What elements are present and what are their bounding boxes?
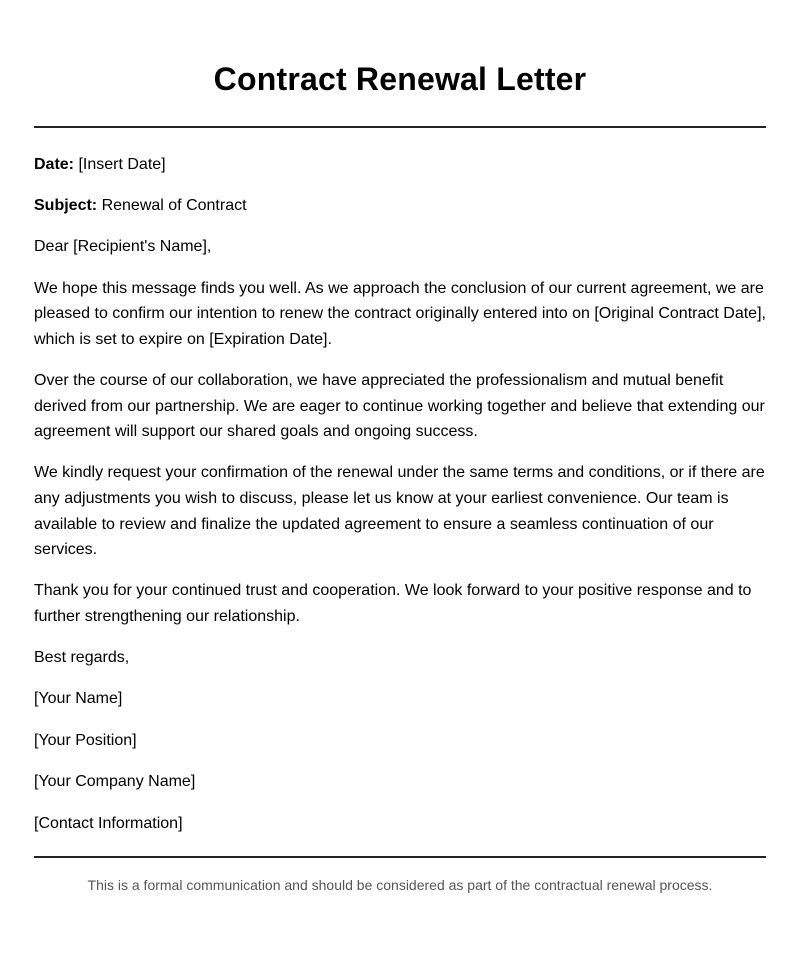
- subject-value: Renewal of Contract: [101, 197, 247, 215]
- signature-company: [Your Company Name]: [34, 773, 196, 791]
- letter-title: Contract Renewal Letter: [213, 61, 587, 97]
- paragraph-thanks: Thank you for your continued trust and cooperation. We look forward to your positive response and to further strengthening our relationship.: [34, 582, 752, 625]
- footer-divider: [34, 856, 766, 858]
- date-label: Date:: [34, 156, 75, 173]
- header-divider: [34, 126, 766, 128]
- closing: Best regards,: [34, 649, 130, 667]
- subject-line: [34, 193, 766, 219]
- signature-contact: [Contact Information]: [34, 814, 183, 832]
- paragraph-intro: We hope this message finds you well. As we approach the conclusion of our current agreement, we are pleased to confirm our intention to renew the contract originally entered into on [Original Contract Date], which is set to expire on [Expiration Date].: [34, 279, 766, 348]
- date-value: [Insert Date]: [78, 156, 166, 173]
- footer-note: This is a formal communication and should be considered as part of the contractual renewal process.: [87, 877, 713, 894]
- signature-name: [Your Name]: [34, 690, 123, 708]
- subject-label: Subject:: [34, 197, 98, 215]
- paragraph-request: We kindly request your confirmation of the renewal under the same terms and conditions, or if there are any adjustments you wish to discuss, please let us know at your earliest convenience. Our team is available to review and finalize the updated agreement to ensure a seamless continuation of our services.: [34, 464, 765, 559]
- date-line: [34, 152, 766, 178]
- salutation: Dear [Recipient's Name],: [34, 238, 212, 256]
- paragraph-collaboration: Over the course of our collaboration, we have appreciated the professionalism and mutual benefit derived from our partnership. We are eager to continue working together and believe that extending our agreement will support our shared goals and ongoing success.: [34, 371, 765, 441]
- letter-body: [34, 152, 766, 836]
- signature-position: [Your Position]: [34, 731, 137, 749]
